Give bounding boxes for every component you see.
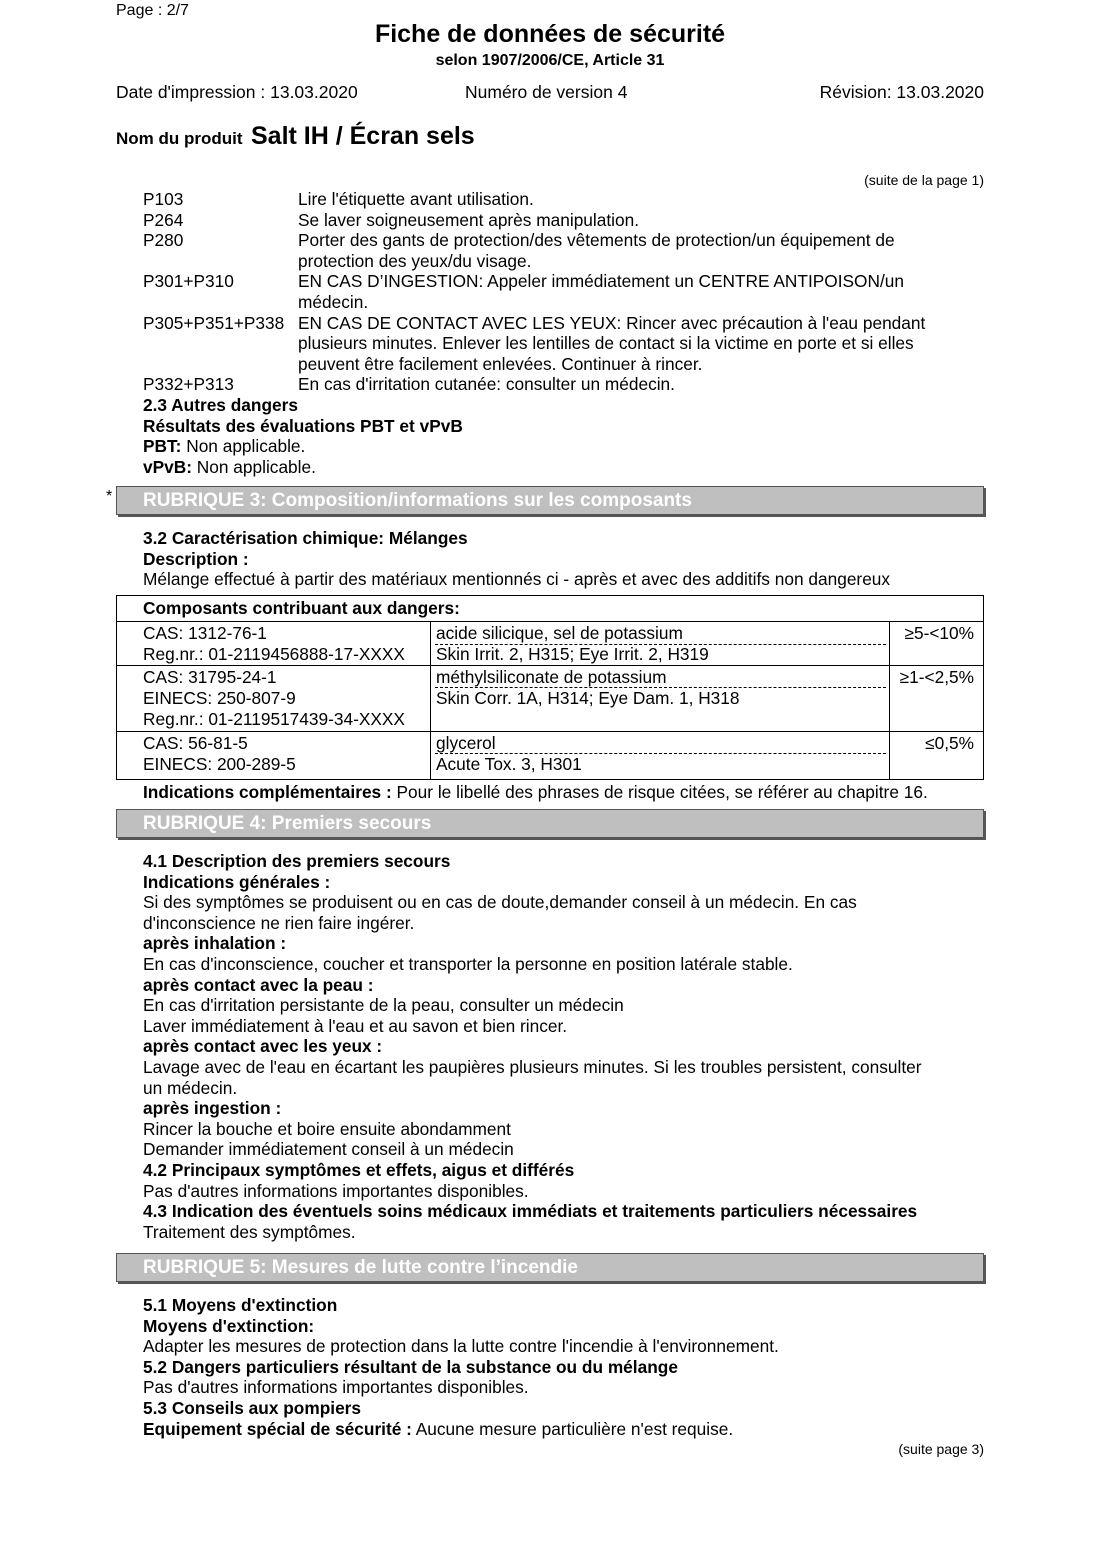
special-equipment-line [143, 1419, 985, 1440]
cas-number: CAS: 1312-76-1 [143, 623, 267, 643]
section-5-header [116, 1253, 984, 1282]
sub-heading: 5.3 Conseils aux pompiers [143, 1397, 362, 1418]
substance-classification: Acute Tox. 3, H301 [436, 754, 582, 774]
continued-to-note: (suite page 3) [898, 1441, 984, 1457]
product-heading [116, 122, 475, 151]
component-substance-cell [430, 666, 890, 732]
component-concentration [889, 666, 984, 732]
sub-heading: 5.1 Moyens d'extinction [143, 1295, 338, 1315]
sub-heading: Indications générales : [143, 871, 331, 892]
precaution-text-line: protection des yeux/du visage. [298, 250, 532, 271]
special-equipment-label: Equipement spécial de sécurité : [143, 1418, 412, 1439]
body-text: Lavage avec de l'eau en écartant les paupières plusieurs minutes. Si les troubles persistent, consulter [143, 1056, 922, 1077]
pbt-value: Non applicable. [181, 436, 306, 457]
body-text: Si des symptômes se produisent ou en cas de doute,demander conseil à un médecin. En cas [143, 892, 857, 913]
precaution-text-line: plusieurs minutes. Enlever les lentilles de contact si la victime en porte et si elles [298, 333, 914, 354]
precaution-text-line: Porter des gants de protection/des vêtements de protection/un équipement de [298, 230, 895, 251]
sub-heading: après contact avec les yeux : [143, 1036, 383, 1057]
table-row [117, 621, 983, 666]
precautionary-statements [143, 189, 985, 477]
precaution-text-line: médecin. [298, 291, 369, 312]
page-number: Page : 2/7 [116, 2, 189, 19]
revision-marker: * [106, 488, 113, 505]
sub-heading: après ingestion : [143, 1098, 282, 1119]
document-subtitle: selon 1907/2006/CE, Article 31 [435, 52, 665, 69]
table-row [117, 731, 983, 780]
component-ids [143, 623, 405, 665]
einecs-number: EINECS: 200-289-5 [143, 754, 296, 774]
section-4-header [116, 809, 984, 838]
precaution-list [143, 189, 985, 395]
cas-number: CAS: 56-81-5 [143, 733, 248, 753]
body-text: Rincer la bouche et boire ensuite abondamment [143, 1118, 511, 1139]
body-text: Pas d'autres informations importantes disponibles. [143, 1180, 529, 1201]
vpvb-value: Non applicable. [191, 456, 316, 477]
precaution-text-line: peuvent être facilement enlevées. Continuer à rincer. [298, 353, 703, 374]
precaution-code: P332+P313 [143, 374, 234, 395]
section-3-title: RUBRIQUE 3: Composition/informations sur les composants [143, 490, 692, 511]
precaution-code: P305+P351+P338 [143, 312, 285, 333]
section-4-title: RUBRIQUE 4: Premiers secours [143, 813, 432, 834]
vpvb-label: vPvB: [143, 456, 192, 477]
product-name: Salt IH / Écran sels [250, 122, 475, 150]
body-text: En cas d'inconscience, coucher et transporter la personne en position latérale stable. [143, 953, 793, 974]
precaution-code: P301+P310 [143, 271, 234, 292]
precaution-text-line: EN CAS D’INGESTION: Appeler immédiatement un CENTRE ANTIPOISON/un [298, 271, 904, 292]
concentration-value: ≥5-<10% [904, 623, 974, 643]
body-text: Demander immédiatement conseil à un médecin [143, 1139, 514, 1160]
description-text: Mélange effectué à partir des matériaux mentionnés ci - après et avec des additifs non dangereux [143, 569, 891, 590]
precaution-text [298, 189, 985, 210]
other-dangers-heading: 2.3 Autres dangers [143, 394, 298, 415]
precaution-text [298, 313, 985, 375]
component-ids [143, 667, 405, 730]
reg-number: Reg.nr.: 01-2119517439-34-XXXX [143, 709, 405, 729]
pbt-line [143, 436, 985, 457]
body-text: un médecin. [143, 1077, 238, 1098]
precaution-text [298, 271, 985, 312]
precaution-statement [143, 374, 985, 395]
revision-date: Révision: 13.03.2020 [819, 82, 984, 102]
chemical-characterization-heading: 3.2 Caractérisation chimique: Mélanges [143, 528, 468, 548]
component-concentration [889, 732, 984, 780]
precaution-statement [143, 230, 985, 271]
precaution-statement [143, 189, 985, 210]
version-number: Numéro de version 4 [465, 82, 628, 102]
substance-classification: Skin Corr. 1A, H314; Eye Dam. 1, H318 [436, 688, 740, 708]
body-text: Adapter les mesures de protection dans la lutte contre l'incendie à l'environnement. [143, 1336, 779, 1357]
sub-heading: Moyens d'extinction: [143, 1315, 315, 1336]
body-text: En cas d'irritation persistante de la peau, consulter un médecin [143, 995, 624, 1016]
component-substance-cell [430, 622, 890, 666]
section-5-title: RUBRIQUE 5: Mesures de lutte contre l’incendie [143, 1257, 578, 1278]
body-text: d'inconscience ne rien faire ingérer. [143, 912, 415, 933]
additional-info-text: Pour le libellé des phrases de risque citées, se référer au chapitre 16. [391, 782, 928, 802]
einecs-number: EINECS: 250-807-9 [143, 688, 296, 708]
precaution-code: P103 [143, 189, 184, 209]
special-equipment-text: Aucune mesure particulière n'est requise. [411, 1418, 734, 1439]
precaution-text [298, 230, 985, 271]
continued-from-note: (suite de la page 1) [864, 172, 984, 188]
substance-classification: Skin Irrit. 2, H315; Eye Irrit. 2, H319 [436, 644, 709, 664]
precaution-text-line: En cas d'irritation cutanée: consulter un médecin. [298, 374, 675, 395]
sub-heading: 4.1 Description des premiers secours [143, 851, 451, 871]
body-text: Laver immédiatement à l'eau et au savon et bien rincer. [143, 1015, 568, 1036]
precaution-statement [143, 313, 985, 375]
components-table-heading: Composants contribuant aux dangers: [143, 598, 460, 618]
sub-heading: 5.2 Dangers particuliers résultant de la substance ou du mélange [143, 1356, 678, 1377]
precaution-text-line: Se laver soigneusement après manipulation. [298, 209, 640, 230]
precaution-text-line: EN CAS DE CONTACT AVEC LES YEUX: Rincer avec précaution à l'eau pendant [298, 312, 926, 333]
document-title: Fiche de données de sécurité [374, 20, 726, 48]
vpvb-line [143, 457, 985, 478]
pbt-results-heading: Résultats des évaluations PBT et vPvB [143, 415, 463, 436]
body-text: Traitement des symptômes. [143, 1221, 356, 1242]
substance-name: méthylsiliconate de potassium [436, 667, 667, 687]
substance-name: acide silicique, sel de potassium [436, 623, 683, 643]
precaution-text [298, 374, 985, 395]
sub-heading: 4.2 Principaux symptômes et effets, aigus et différés [143, 1159, 575, 1180]
precaution-text-line: Lire l'étiquette avant utilisation. [298, 189, 534, 209]
cas-number: CAS: 31795-24-1 [143, 667, 277, 687]
section-5-body [143, 1295, 985, 1439]
components-table [116, 595, 984, 780]
concentration-value: ≤0,5% [925, 733, 974, 753]
section-3-intro [143, 528, 985, 590]
additional-info [143, 782, 985, 803]
precaution-text [298, 210, 985, 231]
precaution-code: P264 [143, 209, 184, 230]
sub-heading: 4.3 Indication des éventuels soins médicaux immédiats et traitements particuliers nécessaires [143, 1201, 918, 1222]
pbt-label: PBT: [143, 436, 182, 457]
section-4-body [143, 851, 985, 1242]
print-date: Date d'impression : 13.03.2020 [116, 82, 358, 102]
concentration-value: ≥1-<2,5% [899, 667, 974, 687]
component-concentration [889, 622, 984, 666]
precaution-statement [143, 271, 985, 312]
substance-name: glycerol [436, 733, 496, 753]
precaution-statement [143, 210, 985, 231]
component-ids [143, 733, 296, 775]
table-row [117, 665, 983, 732]
component-substance-cell [430, 732, 890, 780]
description-label: Description : [143, 548, 249, 569]
body-text: Pas d'autres informations importantes disponibles. [143, 1377, 529, 1398]
additional-info-label: Indications complémentaires : [143, 782, 392, 802]
section-5-lines [143, 1295, 985, 1419]
product-label: Nom du produit [116, 129, 243, 148]
precaution-code: P280 [143, 230, 184, 251]
section-3-header [116, 486, 984, 515]
sub-heading: après contact avec la peau : [143, 974, 374, 995]
sub-heading: après inhalation : [143, 933, 287, 954]
reg-number: Reg.nr.: 01-2119456888-17-XXXX [143, 644, 405, 664]
